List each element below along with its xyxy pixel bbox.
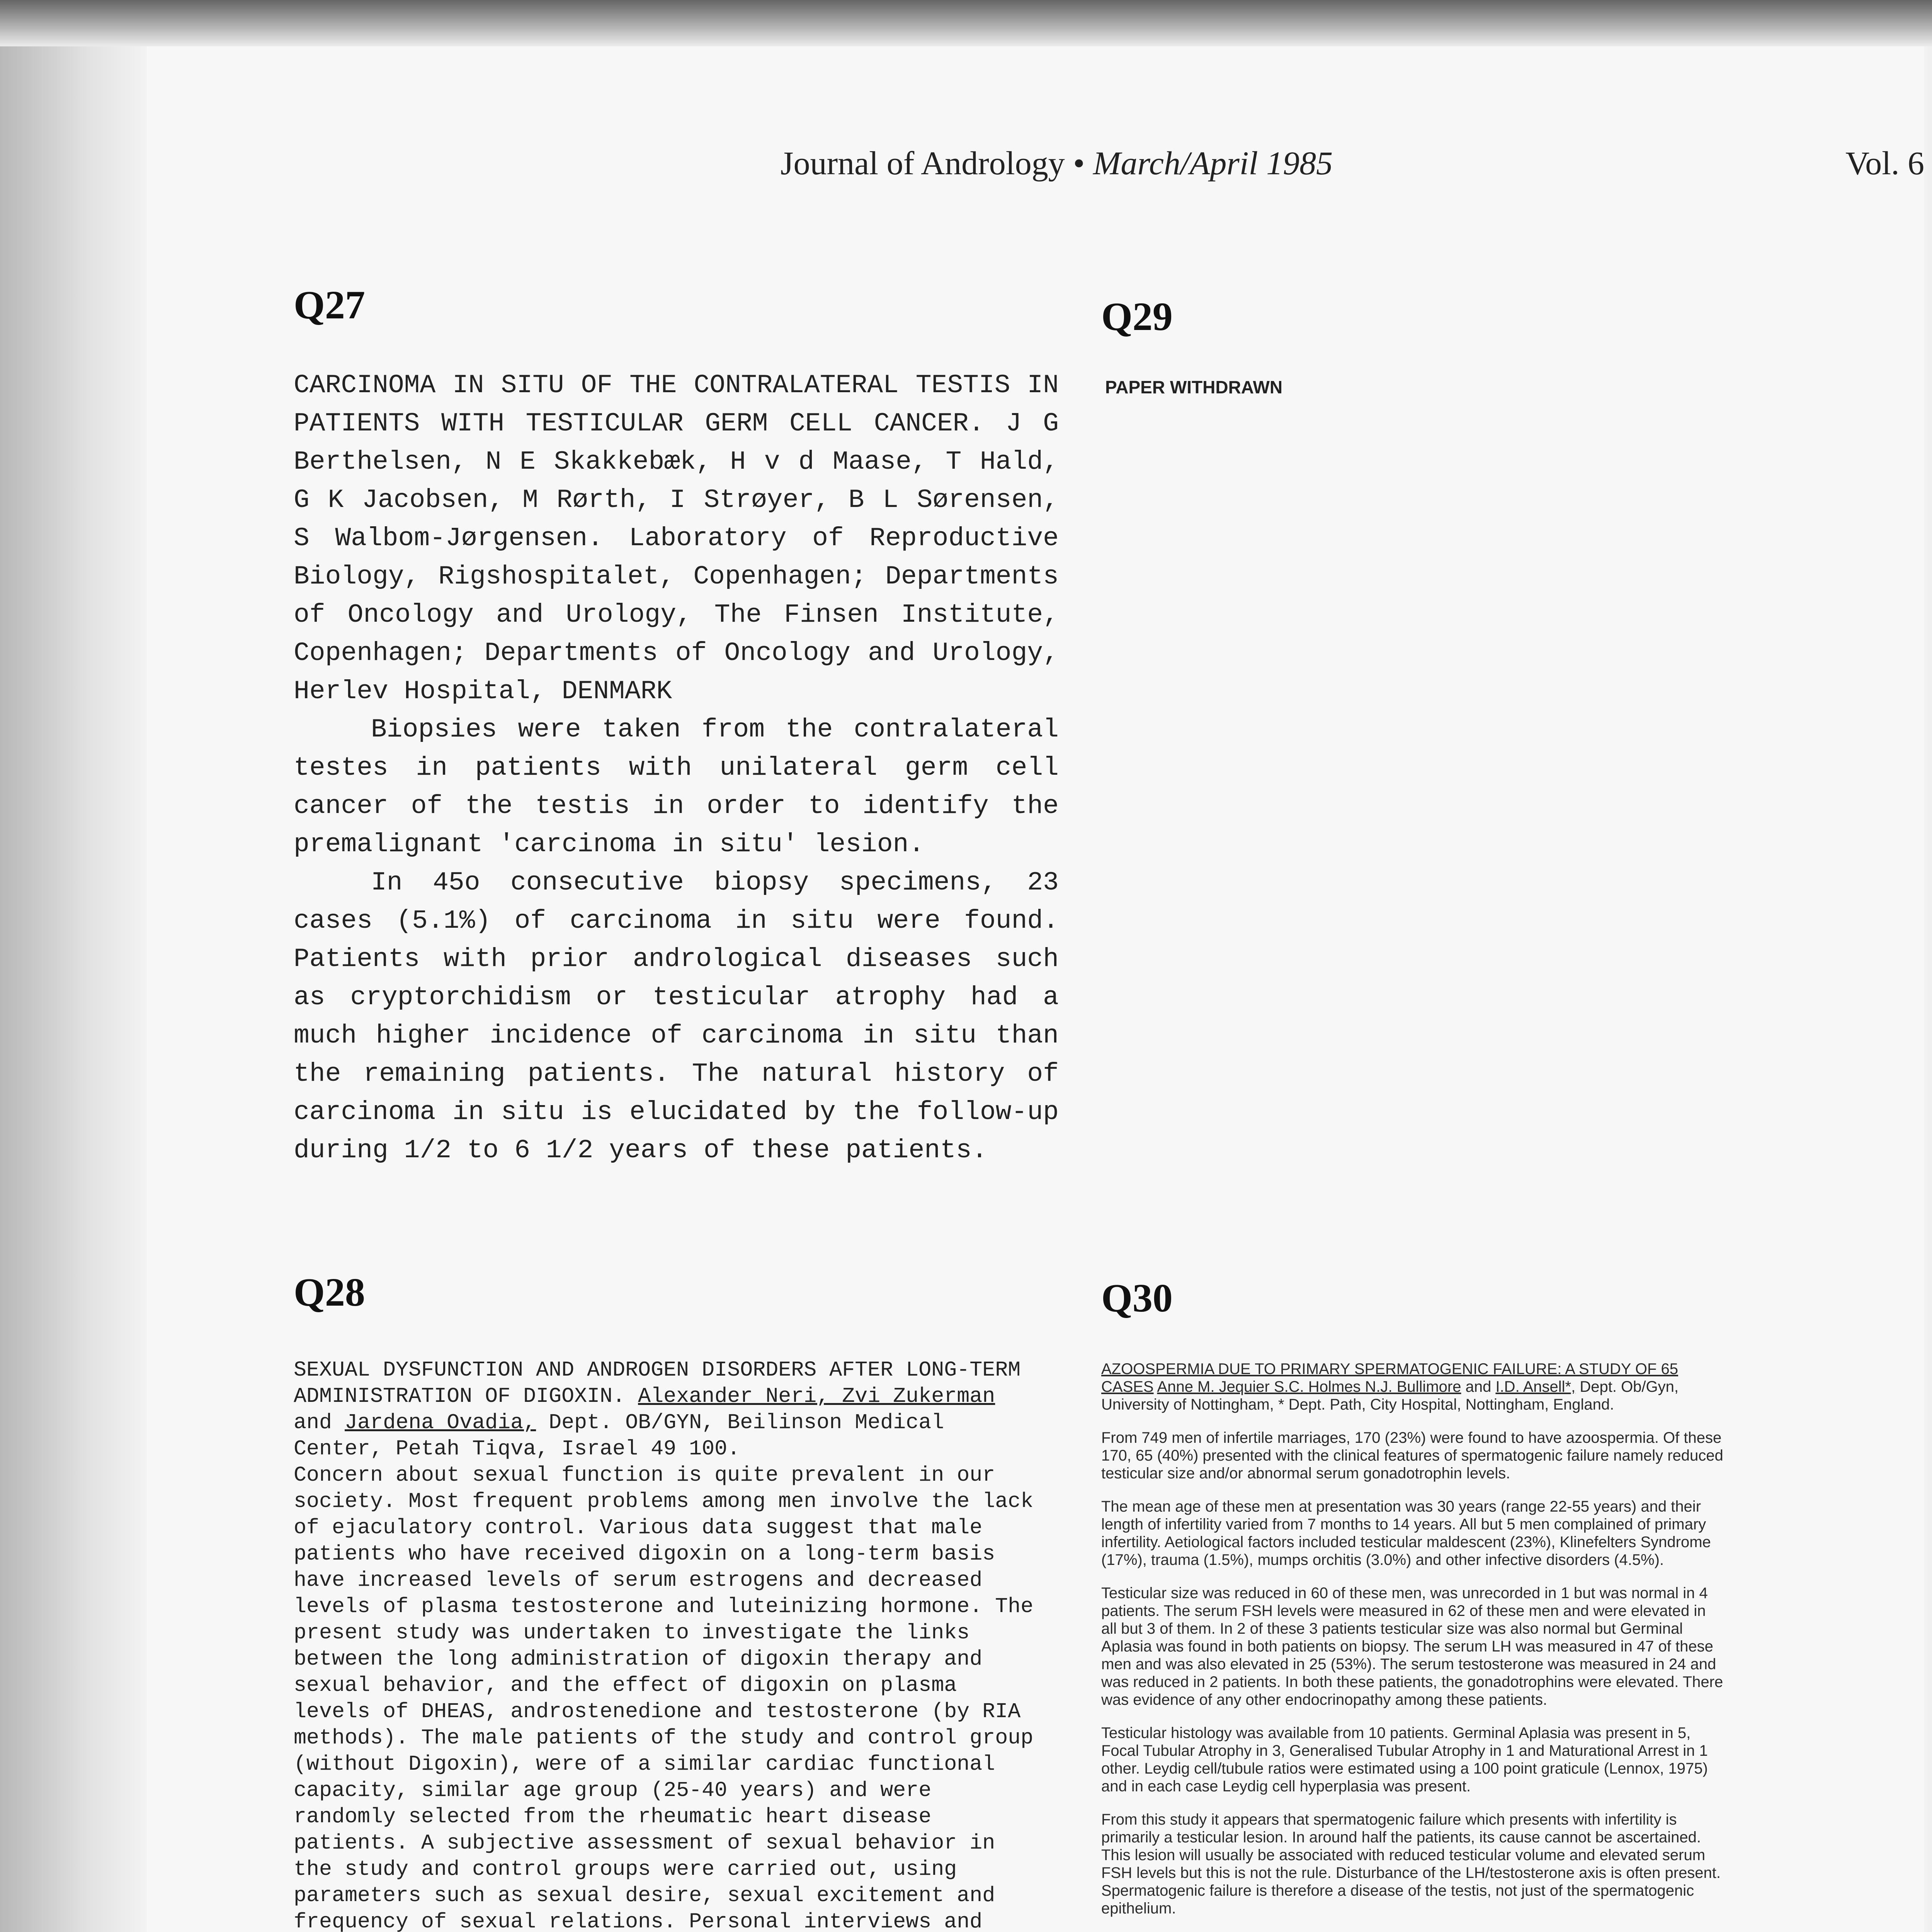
abstract-label-q29: Q29	[1101, 294, 1173, 339]
q30-paragraph-3: Testicular size was reduced in 60 of these men, was unrecorded in 1 but was normal in 4 patients. The serum FSH levels were measured in 62 of these men and were elevated in all but 3 of them. In 2 of these 3 patients testicular size was also normal but Germinal Aplasia was found in both patients on biopsy. The serum LH was measured in 47 of these men and was also elevated in 25 (53%). The serum testosterone was measured in 24 and was reduced in 2 patients. In both these patients, the gonadotrophins were elevated. There was evidence of any other endocrinopathy among these patients.	[1101, 1585, 1723, 1708]
q27-affiliation: Laboratory of Reproductive Biology, Rigshospitalet, Copenhagen; Departments of Oncology and Urology, The Finsen Institute, Copenhagen; Departments of Oncology and Urology, Herlev Hospital, DENMARK	[294, 524, 1059, 706]
abstract-q30	[1101, 1360, 1723, 1932]
q28-title: SEXUAL DYSFUNCTION AND ANDROGEN DISORDERS AFTER LONG-TERM ADMINISTRATION OF DIGOXIN.	[294, 1358, 1021, 1408]
q30-paragraph-4: Testicular histology was available from 10 patients. Germinal Aplasia was present in 5, Focal Tubular Atrophy in 3, Generalised Tubular Atrophy in 1 and Maturational Arrest in 1 other. Leydig cell/tubule ratios were estimated using a 100 point graticule (Lennox, 1975) and in each case Leydig cell hyperplasia was present.	[1101, 1725, 1708, 1795]
q30-authors: Anne M. Jequier S.C. Holmes N.J. Bullimore	[1157, 1378, 1461, 1395]
q30-affiliation: Dept. Ob/Gyn, University of Nottingham, * Dept. Path, City Hospital, Nottingham, England.	[1101, 1378, 1679, 1413]
q30-paragraph-2: The mean age of these men at presentation was 30 years (range 22-55 years) and their length of infertility varied from 7 months to 14 years. All but 5 men complained of primary infertility. Aetiological factors included testicular maldescent (23%), Klinefelters Syndrome (17%), trauma (1.5%), mumps orchitis (3.0%) and other infective disorders (4.5%).	[1101, 1498, 1711, 1568]
abstract-label-q27: Q27	[294, 283, 365, 327]
abstract-label-q30: Q30	[1101, 1276, 1173, 1320]
header-separator: •	[1073, 145, 1085, 182]
journal-volume: Vol. 6	[1845, 145, 1924, 182]
q27-paragraph-2: In 45o consecutive biopsy specimens, 23 cases (5.1%) of carcinoma in situ were found. Patients with prior andrological diseases such as cryptorchidism or testicular atrophy had a much higher incidence of carcinoma in situ than the remaining patients. The natural history of carcinoma in situ is elucidated by the follow-up during 1/2 to 6 1/2 years of these patients.	[294, 868, 1059, 1165]
q28-affiliation: Dept. OB/GYN, Beilinson Medical Center, Petah Tiqva, Israel 49 100.	[294, 1410, 944, 1461]
q27-title: CARCINOMA IN SITU OF THE CONTRALATERAL TESTIS IN PATIENTS WITH TESTICULAR GERM CELL CANCER.	[294, 371, 1059, 439]
journal-issue: March/April 1985	[1093, 145, 1333, 182]
q28-author-1: Alexander Neri, Zvi Zukerman	[638, 1384, 995, 1408]
q30-title: AZOOSPERMIA DUE TO PRIMARY SPERMATOGENIC FAILURE: A STUDY OF 65 CASES	[1101, 1361, 1678, 1395]
abstract-q28	[294, 1357, 1036, 1932]
scan-shadow-top	[0, 0, 1932, 46]
q28-and: and	[294, 1410, 332, 1435]
journal-title: Journal of Andrology	[781, 145, 1065, 182]
q30-and: and	[1465, 1378, 1492, 1395]
running-header	[750, 144, 1932, 206]
facing-page-edge	[1924, 46, 1932, 1932]
q30-paragraph-5: From this study it appears that spermatogenic failure which presents with infertility is primarily a testicular lesion. In around half the patients, its cause cannot be ascertained. This lesion will usually be associated with reduced testicular volume and elevated serum FSH levels but this is not the rule. Disturbance of the LH/testosterone axis is often present. Spermatogenic failure is therefore a disease of the testis, not just of the spermatogenic epithelium.	[1101, 1811, 1721, 1917]
q30-author-last: I.D. Ansell*,	[1495, 1378, 1576, 1395]
scan-shadow-left	[0, 0, 147, 1932]
abstract-label-q28: Q28	[294, 1270, 365, 1315]
journal-issue-line	[781, 144, 1333, 182]
q27-paragraph-1: Biopsies were taken from the contralateral testes in patients with unilateral germ cell cancer of the testis in order to identify the premalignant 'carcinoma in situ' lesion.	[294, 715, 1059, 859]
abstract-q27	[294, 366, 1059, 1170]
q28-author-2: Jardena Ovadia,	[345, 1410, 536, 1435]
q28-body-text: Concern about sexual function is quite prevalent in our society. Most frequent problems among men involve the lack of ejaculatory control. Various data suggest that male patients who have received digoxin on a long-term basis have increased levels of serum estrogens and decreased levels of plasma testosterone and luteinizing hormone. The present study was undertaken to investigate the links between the long administration of digoxin therapy and sexual behavior, and the effect of digoxin on plasma levels of DHEAS, androstenedione and testosterone (by RIA methods). The male patients of the study and control group (without Digoxin), were of a similar cardiac functional capacity, similar age group (25-40 years) and were randomly selected from the rheumatic heart disease patients. A subjective assessment of sexual behavior in the study and control groups were carried out, using parameters such as sexual desire, sexual excitement and frequency of sexual relations. Personal interviews and	[294, 1463, 1034, 1932]
q29-status: PAPER WITHDRAWN	[1105, 377, 1283, 397]
q30-paragraph-1: From 749 men of infertile marriages, 170 (23%) were found to have azoospermia. Of these 170, 65 (40%) presented with the clinical features of spermatogenic failure namely reduced testicular size and/or abnormal serum gonadotrophin levels.	[1101, 1429, 1723, 1482]
q27-authors: J G Berthelsen, N E Skakkebæk, H v d Maase, T Hald, G K Jacobsen, M Rørth, I Strøyer, B L Sørensen, S Walbom-Jørgensen.	[294, 409, 1059, 553]
